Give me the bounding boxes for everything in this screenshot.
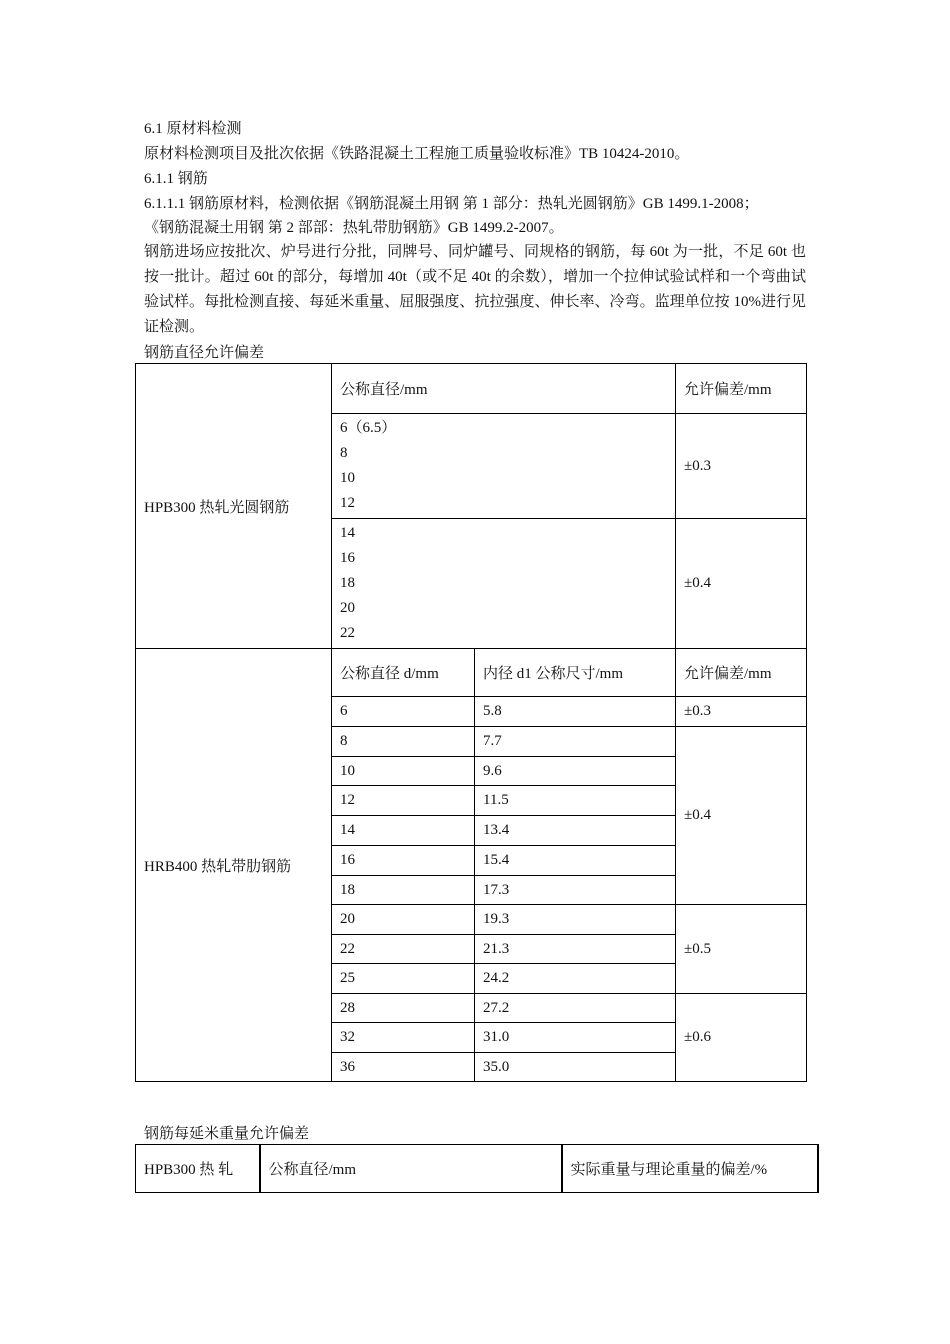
hrb-d: 28 (332, 994, 475, 1023)
hrb-d1: 7.7 (475, 727, 676, 757)
hpb-tolerance-header: 允许偏差/mm (676, 364, 807, 414)
table1-caption: 钢筋直径允许偏差 (144, 345, 265, 361)
hrb-d1: 5.8 (475, 697, 676, 727)
hrb-tolerance: ±0.6 (676, 994, 807, 1082)
weight-tolerance-table (135, 1144, 819, 1193)
size-value: 6（6.5） (340, 420, 397, 436)
hrb-d1: 27.2 (475, 994, 676, 1023)
table2-caption: 钢筋每延米重量允许偏差 (144, 1126, 310, 1142)
hrb-tolerance-header: 允许偏差/mm (676, 649, 807, 697)
hrb-d: 32 (332, 1023, 475, 1053)
hpb-tolerance-2: ±0.4 (676, 519, 807, 649)
size-value: 14 (340, 525, 355, 541)
intro-text: 原材料检测项目及批次依据《铁路混凝土工程施工质量验收标准》TB 10424-2010。 (144, 146, 690, 162)
table-row (136, 649, 807, 697)
size-value: 22 (340, 625, 355, 641)
t2-grade-cell: HPB300 热 轧 (136, 1145, 260, 1193)
t2-deviation-header: 实际重量与理论重量的偏差/% (562, 1145, 818, 1193)
hrb-tolerance: ±0.4 (676, 727, 807, 905)
hrb-inner-header: 内径 d1 公称尺寸/mm (475, 649, 676, 697)
clause-line-2: 《钢筋混凝土用钢 第 2 部部：热轧带肋钢筋》GB 1499.2-2007。 (144, 220, 564, 236)
size-value: 8 (340, 445, 348, 461)
hrb-d: 22 (332, 935, 475, 964)
hpb-grade-cell: HPB300 热轧光圆钢筋 (136, 364, 332, 649)
hrb-d: 12 (332, 786, 475, 816)
hrb-d1: 24.2 (475, 964, 676, 994)
hrb-d1: 31.0 (475, 1023, 676, 1053)
hrb-d1: 19.3 (475, 905, 676, 935)
size-value: 20 (340, 600, 355, 616)
hrb-d: 16 (332, 846, 475, 876)
table-row (136, 1145, 818, 1193)
size-value: 18 (340, 575, 355, 591)
hrb-d: 36 (332, 1053, 475, 1082)
clause-line-1: 6.1.1.1 钢筋原材料，检测依据《钢筋混凝土用钢 第 1 部分：热轧光圆钢筋》GB 1499.1-2008； (144, 196, 759, 212)
hrb-d: 6 (332, 697, 475, 727)
t2-diameter-header: 公称直径/mm (260, 1145, 562, 1193)
hpb-tolerance-1: ±0.3 (676, 414, 807, 519)
hrb-d: 10 (332, 757, 475, 786)
hrb-d: 14 (332, 816, 475, 846)
hrb-d: 20 (332, 905, 475, 935)
hrb-d1: 21.3 (475, 935, 676, 964)
subsection-title: 6.1.1 钢筋 (144, 171, 208, 187)
hpb-size-group-2 (332, 519, 676, 649)
hrb-d1: 11.5 (475, 786, 676, 816)
hrb-tolerance: ±0.5 (676, 905, 807, 994)
hrb-d1: 9.6 (475, 757, 676, 786)
hrb-d1: 35.0 (475, 1053, 676, 1082)
hrb-d1: 17.3 (475, 876, 676, 905)
hrb-d1: 13.4 (475, 816, 676, 846)
hrb-grade-cell: HRB400 热轧带肋钢筋 (136, 649, 332, 1082)
hpb-size-group-1 (332, 414, 676, 519)
hrb-d: 8 (332, 727, 475, 757)
size-value: 16 (340, 550, 355, 566)
sampling-paragraph: 钢筋进场应按批次、炉号进行分批，同牌号、同炉罐号、同规格的钢筋，每 60t 为一批，不足 60t 也按一批计。超过 60t 的部分，每增加 40t（或不足 40t 的余数），增加一个拉伸试验试样和一个弯曲试验试样。每批检测直接、每延米重量、屈服强度、抗拉强度、伸长率、冷弯。监理单位按 10%进行见证检测。 (144, 244, 806, 335)
size-value: 12 (340, 495, 355, 511)
hrb-d1: 15.4 (475, 846, 676, 876)
hrb-d: 25 (332, 964, 475, 994)
hrb-diameter-header: 公称直径 d/mm (332, 649, 475, 697)
table-row (136, 364, 807, 414)
size-value: 10 (340, 470, 355, 486)
hpb-diameter-header: 公称直径/mm (332, 364, 676, 414)
diameter-tolerance-table (135, 363, 807, 1082)
hrb-tolerance: ±0.3 (676, 697, 807, 727)
section-title: 6.1 原材料检测 (144, 121, 242, 137)
hrb-d: 18 (332, 876, 475, 905)
